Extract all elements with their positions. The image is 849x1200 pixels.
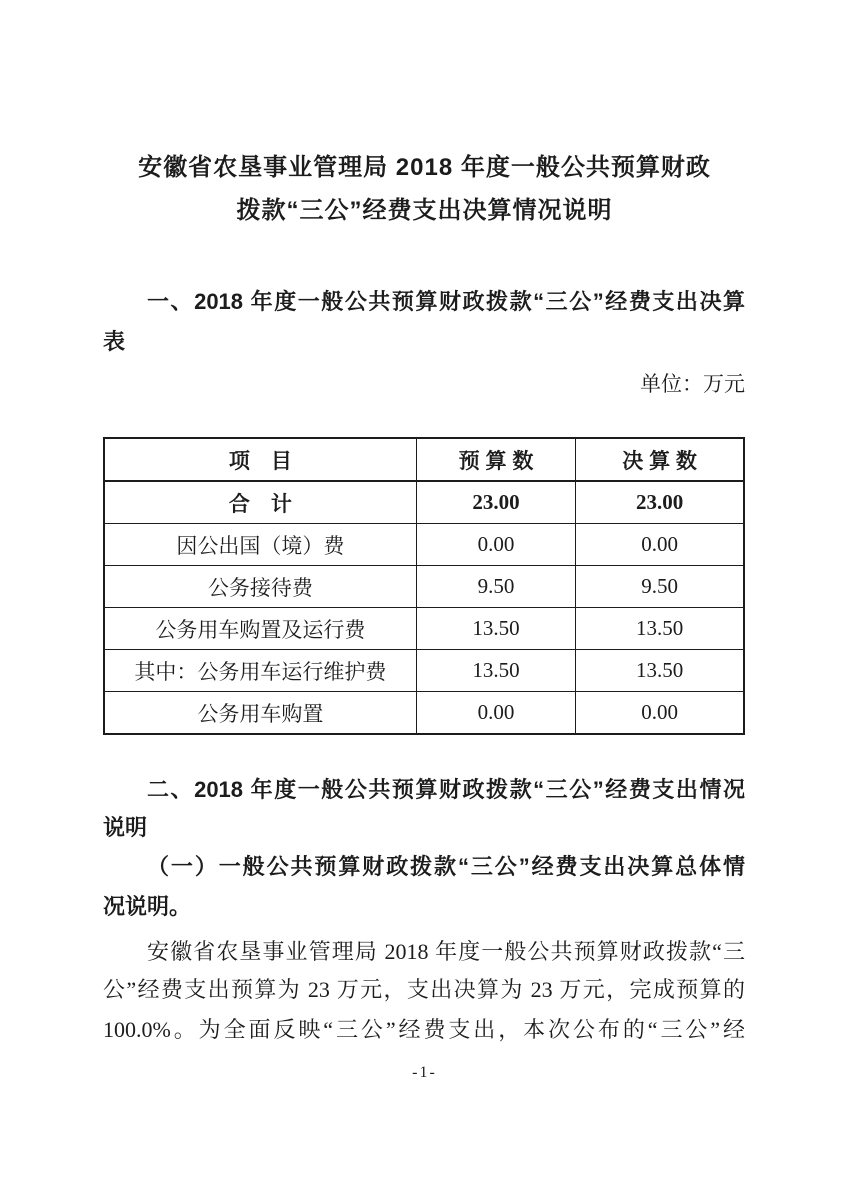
table-row-vehicle-maintenance xyxy=(104,650,744,692)
document-title-line-1: 安徽省农垦事业管理局 2018 年度一般公共预算财政 xyxy=(138,154,711,181)
section-2-heading-line-1: 二、2018 年度一般公共预算财政拨款“三公”经费支出情况 xyxy=(147,777,745,802)
table-header-row xyxy=(104,438,744,481)
cell-item: 合 计 xyxy=(104,481,416,524)
col-header-final: 决 算 数 xyxy=(576,438,744,481)
cell-budget: 0.00 xyxy=(416,524,575,566)
section-2-heading-line-2: 说明 xyxy=(103,815,148,840)
cell-final: 0.00 xyxy=(576,524,744,566)
table-row-total xyxy=(104,481,744,524)
body-paragraph-line-3: 100.0%。为全面反映“三公”经费支出，本次公布的“三公”经 xyxy=(103,1017,745,1042)
cell-final: 9.50 xyxy=(576,566,744,608)
section-1-heading-line-1: 一、2018 年度一般公共预算财政拨款“三公”经费支出决算 xyxy=(147,289,745,314)
subsection-heading-line-2: 况说明。 xyxy=(103,894,192,919)
section-1-heading-line-2: 表 xyxy=(103,329,126,354)
col-header-budget: 预 算 数 xyxy=(416,438,575,481)
subsection-heading-line-1: （一）一般公共预算财政拨款“三公”经费支出决算总体情 xyxy=(147,854,745,879)
cell-budget: 9.50 xyxy=(416,566,575,608)
cell-budget: 0.00 xyxy=(416,692,575,735)
cell-item: 公务用车购置 xyxy=(104,692,416,735)
body-paragraph-line-1: 安徽省农垦事业管理局 2018 年度一般公共预算财政拨款“三 xyxy=(147,939,745,964)
cell-budget: 13.50 xyxy=(416,650,575,692)
budget-table xyxy=(103,437,745,735)
page-number: -1- xyxy=(412,1064,437,1081)
cell-item: 其中：公务用车运行维护费 xyxy=(104,650,416,692)
col-header-item: 项 目 xyxy=(104,438,416,481)
table-row-vehicle-total xyxy=(104,608,744,650)
table-row-vehicle-purchase xyxy=(104,692,744,735)
table-row-reception xyxy=(104,566,744,608)
cell-final: 23.00 xyxy=(576,481,744,524)
cell-item: 因公出国（境）费 xyxy=(104,524,416,566)
table-row-abroad xyxy=(104,524,744,566)
cell-item: 公务用车购置及运行费 xyxy=(104,608,416,650)
cell-final: 13.50 xyxy=(576,608,744,650)
cell-budget: 23.00 xyxy=(416,481,575,524)
cell-item: 公务接待费 xyxy=(104,566,416,608)
cell-final: 13.50 xyxy=(576,650,744,692)
unit-label: 单位：万元 xyxy=(640,372,745,396)
document-title-line-2: 拨款“三公”经费支出决算情况说明 xyxy=(236,197,613,224)
body-paragraph-line-2: 公”经费支出预算为 23 万元，支出决算为 23 万元，完成预算的 xyxy=(103,977,745,1002)
cell-final: 0.00 xyxy=(576,692,744,735)
cell-budget: 13.50 xyxy=(416,608,575,650)
